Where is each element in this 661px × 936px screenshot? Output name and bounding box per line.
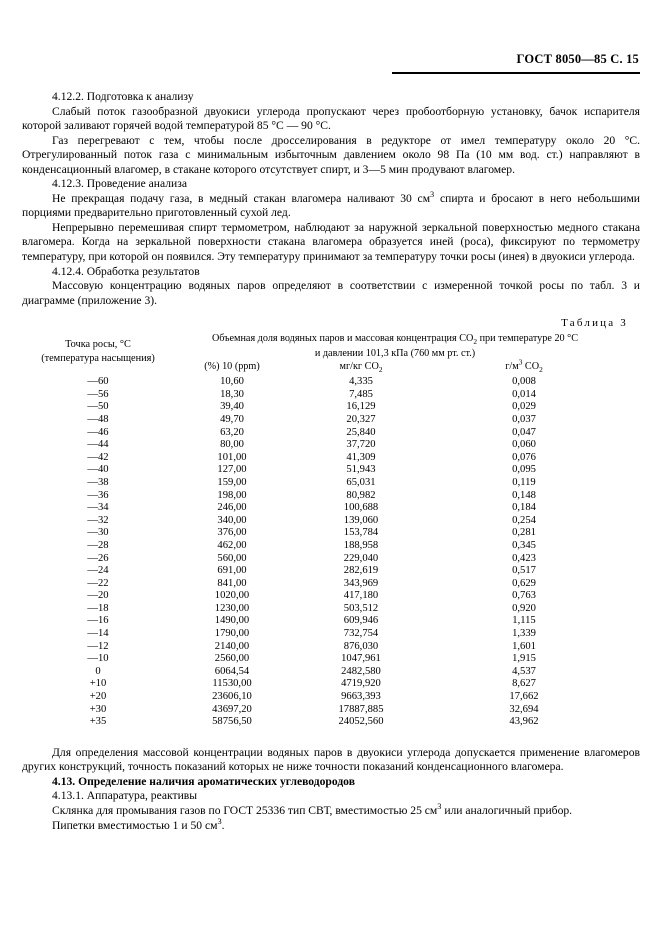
table-cell: 17,662 <box>509 691 539 703</box>
table-cell: 49,70 <box>220 413 244 425</box>
table-cell: 16,129 <box>346 401 376 413</box>
header-gm3-text-a: г/м <box>505 361 519 373</box>
table-cell: 101,00 <box>217 451 247 463</box>
p3-text-a: Пипетки вместимостью 1 и 50 см <box>52 818 218 832</box>
table-cell: 25,840 <box>346 426 376 438</box>
header-dew-point-line2: (температура насыщения) <box>41 353 155 365</box>
table-cell: —38 <box>87 476 109 488</box>
table-cell: 229,040 <box>343 552 379 564</box>
table-row <box>28 615 622 628</box>
table-cell: 51,943 <box>346 464 376 476</box>
table-row <box>28 553 622 566</box>
table-cell: 0 <box>95 665 101 677</box>
table-cell: 32,694 <box>509 703 539 715</box>
p3-text-b: . <box>221 818 225 832</box>
table-cell: —24 <box>87 565 109 577</box>
table-cell: 80,982 <box>346 489 376 501</box>
table-cell: 0,047 <box>512 426 536 438</box>
table-row <box>28 603 622 616</box>
table-row <box>28 414 622 427</box>
table-cell: 24052,560 <box>338 716 384 728</box>
table-cell: 18,30 <box>220 388 244 400</box>
table-header-g-per-m3 <box>426 357 622 375</box>
table-cell: 43697,20 <box>212 703 252 715</box>
table-cell: 0,119 <box>512 476 536 488</box>
table-row <box>28 540 622 553</box>
table-cell: —42 <box>87 451 109 463</box>
table-cell: 1,601 <box>512 640 536 652</box>
table-row <box>28 716 622 733</box>
table-cell: 0,076 <box>512 451 536 463</box>
table-cell: —46 <box>87 426 109 438</box>
table-cell: 0,095 <box>512 464 536 476</box>
table-cell: 198,00 <box>217 489 247 501</box>
table-cell: —50 <box>87 401 109 413</box>
table-cell: 417,180 <box>343 590 379 602</box>
table-cell: 11530,00 <box>212 678 252 690</box>
table-cell: 39,40 <box>220 401 244 413</box>
table-cell: 41,309 <box>346 451 376 463</box>
table-cell: 0,629 <box>512 577 536 589</box>
table-cell: 4719,920 <box>341 678 381 690</box>
table-cell: 188,958 <box>343 539 379 551</box>
running-head: ГОСТ 8050—85 С. 15 <box>516 52 639 66</box>
table-cell: 0,014 <box>512 388 536 400</box>
dew-point-table <box>28 332 622 733</box>
header-group-text-a: Объемная доля водяных паров и массовая концентрация CO <box>211 333 474 345</box>
table-row <box>28 490 622 503</box>
clause-4-12-2-paragraph-1: Слабый поток газообразной двуокиси углерода пропускают через пробоотборную установку, бачок испарителя которой заливают горячей водой температурой 85 °С — 90 °С. <box>22 104 640 133</box>
table-row <box>28 502 622 515</box>
after-table-paragraph: Для определения массовой концентрации водяных паров в двуокиси углерода допускается применение влагомеров других конструкций, точность показаний которых не ниже точности показаний конденсационного влагомера. <box>22 745 640 774</box>
p1-text-b: спирта и бросают в него небольшими порциями предварительно приготовленный сухой лед. <box>22 191 640 220</box>
table-cell: 1,915 <box>512 653 536 665</box>
table-cell: 80,00 <box>220 439 244 451</box>
p3-superscript: 3 <box>217 816 222 826</box>
table-cell: 0,184 <box>512 502 536 514</box>
p2-superscript: 3 <box>437 802 442 812</box>
table-cell: 8,627 <box>512 678 536 690</box>
table-cell: 0,254 <box>512 514 536 526</box>
table-cell: 58756,50 <box>212 716 252 728</box>
table-caption: Таблица 3 <box>561 317 628 330</box>
p2-text-a: Склянка для промывания газов по ГОСТ 25336 тип СВТ, вместимостью 25 см <box>52 804 438 818</box>
table-row <box>28 477 622 490</box>
header-group-text-b: при температуре 20 °С <box>477 333 579 345</box>
table-cell: —44 <box>87 439 109 451</box>
table-head <box>28 332 622 375</box>
table-cell: 1490,00 <box>214 615 250 627</box>
table-cell: 376,00 <box>217 527 247 539</box>
table-cell: —10 <box>87 653 109 665</box>
header-dew-point-line1: Точка росы, °С <box>65 339 131 351</box>
table-cell: 609,946 <box>343 615 379 627</box>
table-row <box>28 678 622 691</box>
clause-4-12-2-paragraph-2: Газ перегревают с тем, чтобы после дросселирования в редукторе от имел температуру около 20 °С. Отрегулированный поток газа с минимальным избыточным давлением около 98 Па (10 мм вод. ст.) направляют в конденсационный влагомер, в стакане которого отсутствует спирт, и 3—5 мин продувают влагомер. <box>22 133 640 176</box>
table-cell: 7,485 <box>349 388 373 400</box>
table-cell: 560,00 <box>217 552 247 564</box>
table-cell: —28 <box>87 539 109 551</box>
table-cell: 0,281 <box>512 527 536 539</box>
table-cell: —60 <box>87 376 109 388</box>
table-cell: 159,00 <box>217 476 247 488</box>
table-cell: —20 <box>87 590 109 602</box>
table-cell: 63,20 <box>220 426 244 438</box>
table-header-row-1 <box>28 332 622 361</box>
table-cell: 0,345 <box>512 539 536 551</box>
table-body <box>28 372 622 733</box>
table-cell: +30 <box>89 703 107 715</box>
table-cell: 100,688 <box>343 502 379 514</box>
table-row <box>28 464 622 477</box>
table-cell: +35 <box>89 716 107 728</box>
table-cell: —18 <box>87 602 109 614</box>
p1-superscript: 3 <box>430 189 435 199</box>
table-cell: 1230,00 <box>214 602 250 614</box>
table-cell: 4,537 <box>512 665 536 677</box>
table-cell: 1790,00 <box>214 628 250 640</box>
running-head-rule <box>392 72 640 74</box>
table-row <box>28 452 622 465</box>
table-cell: 282,619 <box>343 565 379 577</box>
table-row <box>28 372 622 389</box>
table-cell: 43,962 <box>509 716 539 728</box>
table-cell: —16 <box>87 615 109 627</box>
table-row <box>28 590 622 603</box>
table-cell: 503,512 <box>343 602 379 614</box>
table-cell: 876,030 <box>343 640 379 652</box>
table-cell: —14 <box>87 628 109 640</box>
table-cell: 127,00 <box>217 464 247 476</box>
clause-4-12-4-paragraph-1: Массовую концентрацию водяных паров определяют в соответствии с измеренной точкой росы по табл. 3 и диаграмме (приложение 3). <box>22 279 640 307</box>
table-row <box>28 389 622 402</box>
table-cell: 2482,580 <box>341 665 381 677</box>
header-mgkg-text: мг/кг CO <box>339 361 379 373</box>
table-cell: 1,339 <box>512 628 536 640</box>
header-gm3-text-b: CO <box>522 361 540 373</box>
clause-4-12-3-paragraph-2: Непрерывно перемешивая спирт термометром, наблюдают за наружной зеркальной поверхностью медного стакана влагомера. Когда на зеркальной поверхности стакана влагомера образуется иней (роса), фиксируют по термометру температуру, при которой он появился. Эту температуру принимают за температуру точки росы (инея) в двуокиси углерода. <box>22 220 640 264</box>
table-cell: 0,060 <box>512 439 536 451</box>
table-cell: 732,754 <box>343 628 379 640</box>
table-cell: 0,423 <box>512 552 536 564</box>
table-row <box>28 427 622 440</box>
table-cell: —40 <box>87 464 109 476</box>
table-cell: 0,037 <box>512 413 536 425</box>
table-cell: —34 <box>87 502 109 514</box>
clause-4-12-3-paragraph-1 <box>22 189 640 221</box>
table-cell: 17887,885 <box>338 703 384 715</box>
table-cell: +10 <box>89 678 107 690</box>
clause-4-13-1-title: 4.13.1. Аппаратура, реактивы <box>52 789 198 803</box>
table-cell: 0,029 <box>512 401 536 413</box>
table-cell: 23606,10 <box>212 691 252 703</box>
table-cell: 10,60 <box>220 376 244 388</box>
table-header-dew-point <box>28 332 168 372</box>
table-cell: 153,784 <box>343 527 379 539</box>
table-cell: +20 <box>89 691 107 703</box>
table-cell: 65,031 <box>346 476 376 488</box>
clause-4-13-1-paragraph-1 <box>22 804 640 819</box>
table-cell: 1047,961 <box>341 653 381 665</box>
table-header-ppm: (%) 10 (ppm) <box>204 361 260 373</box>
clause-4-13-title: 4.13. Определение наличия ароматических углеводородов <box>52 774 355 788</box>
table-cell: 343,969 <box>343 577 379 589</box>
table-row <box>28 439 622 452</box>
table-cell: 1,115 <box>512 615 536 627</box>
table-cell: 139,060 <box>343 514 379 526</box>
table-cell: —48 <box>87 413 109 425</box>
table-cell: 841,00 <box>217 577 247 589</box>
table-row <box>28 515 622 528</box>
table-cell: 6064,54 <box>214 665 250 677</box>
p1-text-a: Не прекращая подачу газа, в медный стакан влагомера наливают 30 см <box>52 191 431 205</box>
clause-4-12-2-title: 4.12.2. Подготовка к анализу <box>52 90 194 103</box>
table-cell: 2560,00 <box>214 653 250 665</box>
header-gm3-superscript: 3 <box>518 357 523 367</box>
table-row <box>28 527 622 540</box>
header-mgkg-subscript: 2 <box>378 365 383 375</box>
table-cell: 0,517 <box>512 565 536 577</box>
table-cell: —36 <box>87 489 109 501</box>
table-row <box>28 653 622 666</box>
table-cell: —30 <box>87 527 109 539</box>
table-cell: —22 <box>87 577 109 589</box>
clause-4-12-4-title: 4.12.4. Обработка результатов <box>52 264 200 278</box>
table-cell: 1020,00 <box>214 590 250 602</box>
header-gm3-subscript: 2 <box>539 365 543 375</box>
table-row <box>28 666 622 679</box>
table-cell: —26 <box>87 552 109 564</box>
table-cell: 462,00 <box>217 539 247 551</box>
table-cell: 0,148 <box>512 489 536 501</box>
table-cell: 9663,393 <box>341 691 381 703</box>
table-cell: 691,00 <box>217 565 247 577</box>
table-row <box>28 401 622 414</box>
table-cell: 340,00 <box>217 514 247 526</box>
table-row <box>28 641 622 654</box>
table-cell: —12 <box>87 640 109 652</box>
table-row <box>28 565 622 578</box>
table-cell: 0,763 <box>512 590 536 602</box>
table-cell: 0,920 <box>512 602 536 614</box>
table-row <box>28 578 622 591</box>
p2-text-b: или аналогичный прибор. <box>441 804 573 818</box>
table-cell: —56 <box>87 388 109 400</box>
table-cell: 20,327 <box>346 413 376 425</box>
clause-4-12-3-title: 4.12.3. Проведение анализа <box>52 177 187 191</box>
header-group-line1 <box>168 332 622 347</box>
header-group-subscript: 2 <box>473 337 478 347</box>
table-row <box>28 704 622 717</box>
table-cell: 4,335 <box>349 376 373 388</box>
clause-4-13-1-paragraph-2 <box>22 816 640 834</box>
header-group-line2: и давлении 101,3 кПа (760 мм рт. ст.) <box>314 347 476 359</box>
table-row <box>28 691 622 704</box>
table-header-mg-per-kg <box>296 361 426 375</box>
table-cell: 0,008 <box>512 376 536 388</box>
table-cell: 246,00 <box>217 502 247 514</box>
document-body <box>22 90 640 833</box>
table-cell: —32 <box>87 514 109 526</box>
table-cell: 37,720 <box>346 439 376 451</box>
table-header-group <box>168 332 622 361</box>
table-cell: 2140,00 <box>214 640 250 652</box>
table-row <box>28 628 622 641</box>
